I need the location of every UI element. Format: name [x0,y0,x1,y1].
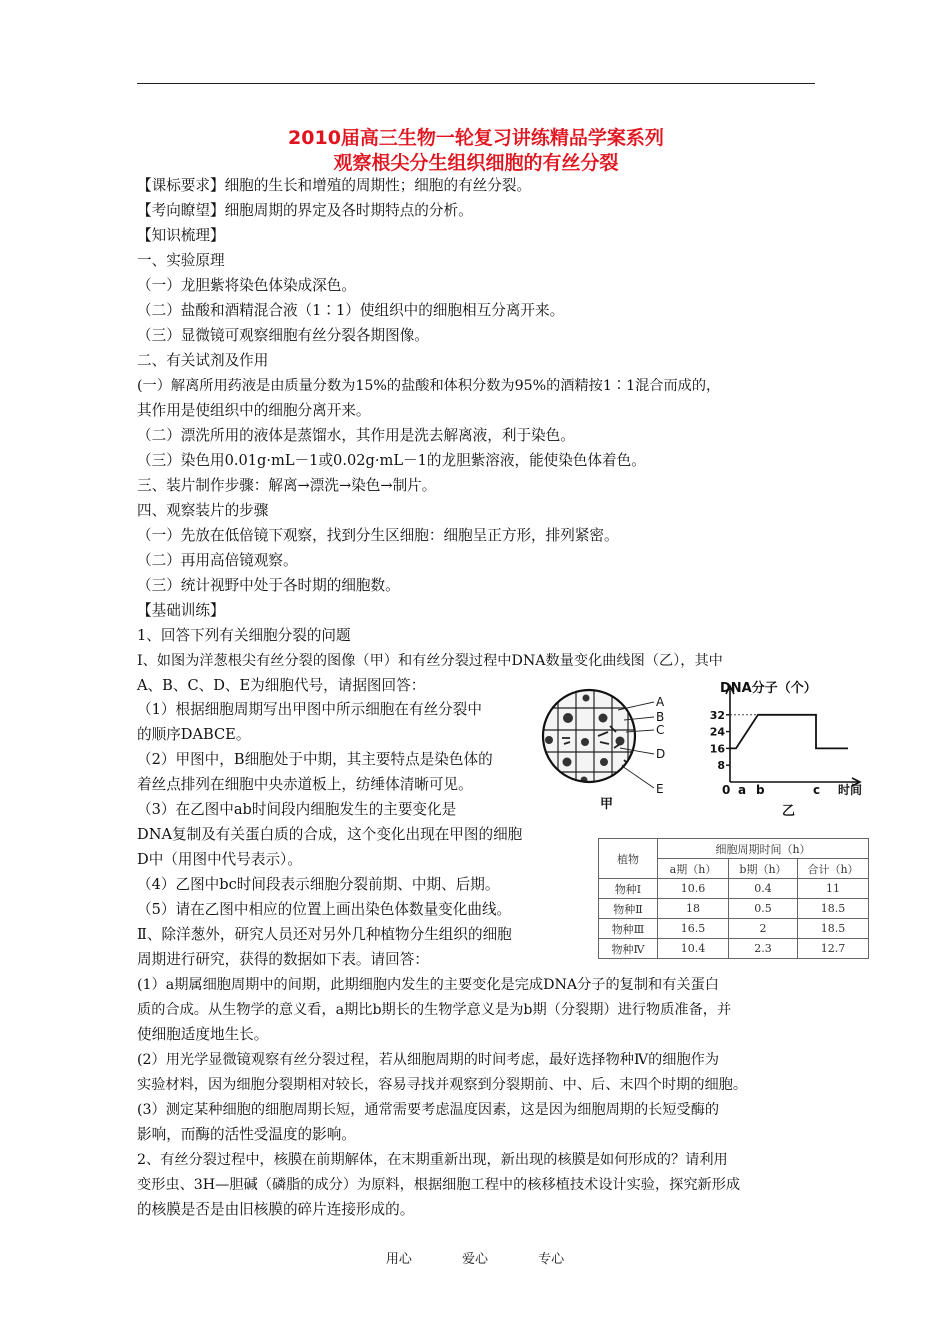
table-cell: 18.5 [798,919,869,939]
text-line: （1）根据细胞周期写出甲图中所示细胞在有丝分裂中 [137,701,482,718]
text-line: 使细胞适度地生长。 [137,1026,269,1043]
text-line: 的核膜是否是由旧核膜的碎片连接形成的。 [137,1201,415,1218]
table-header-species: 植物 [599,839,658,879]
cell-label-a: A [656,695,665,709]
y-tick-label: 8 [717,759,725,773]
text-line: （三）显微镜可观察细胞有丝分裂各期图像。 [137,327,429,344]
table-cell: 0.4 [729,879,798,899]
document-subtitle: 观察根尖分生组织细胞的有丝分裂 [333,152,619,174]
table-cell: 10.4 [658,939,729,959]
text-line: (一）解离所用药液是由质量分数为15%的盐酸和体积分数为95%的酒精按1∶1混合而成的， [137,378,721,394]
text-line: （三）染色用0.01g·mL－1或0.02g·mL－1的龙胆紫溶液，能使染色体着色。 [137,452,646,469]
table-header-group: 细胞周期时间（h） [658,839,869,859]
exam-outlook: 【考向瞭望】细胞周期的界定及各时期特点的分析。 [137,202,473,219]
cell-label-d: D [656,747,666,761]
x-axis-label: 时间 [838,783,863,797]
page-footer [0,1248,950,1267]
text-line: 变形虫、3H—胆碱（磷脂的成分）为原料，根据细胞工程中的核移植技术设计实验，探究新形成 [137,1177,741,1193]
text-line: （5）请在乙图中相应的位置上画出染色体数量变化曲线。 [137,901,512,918]
dna-series-line [730,715,848,749]
text-line: 的顺序DABCE。 [137,726,251,743]
table-cell: 2 [729,919,798,939]
text-line: (2）用光学显微镜观察有丝分裂过程，若从细胞周期的时间考虑，最好选择物种Ⅳ的细胞作为 [137,1052,720,1068]
text-line: （一）先放在低倍镜下观察，找到分生区细胞：细胞呈正方形，排列紧密。 [137,527,619,544]
text-line: 其作用是使组织中的细胞分离开来。 [137,402,371,419]
table-cell: 10.6 [658,879,729,899]
table-cell: 2.3 [729,939,798,959]
table-cell: 0.5 [729,899,798,919]
table-cell: 11 [798,879,869,899]
microscope-figure [540,686,680,814]
y-tick-label: 32 [709,708,725,722]
table-cell: 16.5 [658,919,729,939]
question-heading: 2、有丝分裂过程中，核膜在前期解体，在末期重新出现，新出现的核膜是如何形成的？请利用 [137,1152,728,1168]
text-line: Ⅱ、除洋葱外，研究人员还对另外几种植物分生组织的细胞 [137,926,512,943]
text-line: D中（用图中代号表示）。 [137,851,302,868]
x-tick-label: 0 [722,783,731,797]
text-line: Ⅰ、如图为洋葱根尖有丝分裂的图像（甲）和有丝分裂过程中DNA数量变化曲线图（乙），其中 [137,653,723,669]
section-heading: 一、实验原理 [137,252,225,269]
chart-title: DNA分子（个） [720,681,817,696]
table-cell: 18.5 [798,899,869,919]
text-line: （二）漂洗所用的液体是蒸馏水，其作用是洗去解离液，利于染色。 [137,427,575,444]
text-line: （三）统计视野中处于各时期的细胞数。 [137,577,400,594]
y-tick-label: 24 [709,725,725,739]
text-line: （4）乙图中bc时间段表示细胞分裂前期、中期、后期。 [137,876,500,893]
table-cell: 18 [658,899,729,919]
table-cell: 物种Ⅲ [599,919,658,939]
figure-caption-jia: 甲 [600,797,614,812]
table-cell: 12.7 [798,939,869,959]
section-heading: 三、装片制作步骤：解离→漂洗→染色→制片。 [137,477,437,494]
table-row [599,879,869,899]
table-cell: 物种Ⅰ [599,879,658,899]
chart-caption-yi: 乙 [782,804,796,819]
table-row [599,919,869,939]
section-heading: 【知识梳理】 [137,227,225,244]
text-line: （二）再用高倍镜观察。 [137,552,298,569]
section-heading: 四、观察装片的步骤 [137,502,269,519]
x-tick-label: a [738,783,747,797]
text-line: （3）在乙图中ab时间段内细胞发生的主要变化是 [137,801,457,818]
text-line: (1）a期属细胞周期中的间期，此期细胞内发生的主要变化是完成DNA分子的复制和有关蛋白 [137,977,719,993]
y-tick-label: 16 [709,742,725,756]
text-line: 影响，而酶的活性受温度的影响。 [137,1126,356,1143]
text-line: （一）龙胆紫将染色体染成深色。 [137,277,356,294]
table-row [599,899,869,919]
footer-word: 爱心 [461,1252,488,1267]
table-row [599,939,869,959]
text-line: （二）盐酸和酒精混合液（1∶1）使组织中的细胞相互分离开来。 [137,302,565,319]
footer-word: 用心 [385,1252,412,1267]
curriculum-requirement: 【课标要求】细胞的生长和增殖的周期性；细胞的有丝分裂。 [137,177,532,194]
cell-cycle-table [598,838,869,959]
cell-label-b: B [656,710,665,724]
text-line: A、B、C、D、E为细胞代号，请据图回答： [137,677,426,694]
table-cell: 物种Ⅱ [599,899,658,919]
table-header-total: 合计（h） [798,859,869,879]
text-line: DNA复制及有关蛋白质的合成，这个变化出现在甲图的细胞 [137,826,523,843]
cell-label-c: C [656,723,665,737]
table-header-b: b期（h） [729,859,798,879]
x-tick-label: b [756,783,765,797]
cell-label-e: E [656,782,664,796]
question-heading: 1、回答下列有关细胞分裂的问题 [137,627,351,644]
top-rule [137,83,815,84]
text-line: 质的合成。从生物学的意义看，a期比b期长的生物学意义是为b期（分裂期）进行物质准备，并 [137,1002,732,1018]
text-line: 着丝点排列在细胞中央赤道板上，纺缍体清晰可见。 [137,776,473,793]
text-line: 实验材料，因为细胞分裂期相对较长，容易寻找并观察到分裂期前、中、后、末四个时期的细胞。 [137,1077,748,1093]
table-cell: 物种Ⅳ [599,939,658,959]
text-line: 周期进行研究，获得的数据如下表。请回答： [137,951,429,968]
document-title: 2010届高三生物一轮复习讲练精品学案系列 [288,127,664,149]
x-tick-label: c [813,783,821,797]
text-line: （2）甲图中，B细胞处于中期，其主要特点是染色体的 [137,751,493,768]
section-heading: 【基础训练】 [137,602,225,619]
table-header-a: a期（h） [658,859,729,879]
section-heading: 二、有关试剂及作用 [137,352,269,369]
dna-chart [700,674,875,824]
text-line: (3）测定某种细胞的细胞周期长短，通常需要考虑温度因素，这是因为细胞周期的长短受酶的 [137,1102,720,1118]
footer-word: 专心 [538,1252,565,1267]
